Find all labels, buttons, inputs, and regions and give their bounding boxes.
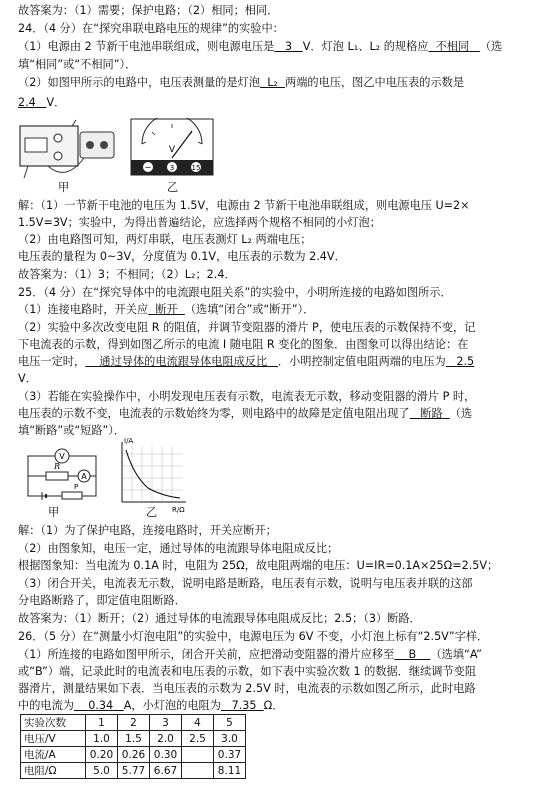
- q24-part1-tail2: （选: [479, 40, 503, 53]
- solution-25-line2: （2）由图象知，电压一定，通过导体的电流跟导体电阻成反比；: [18, 542, 339, 555]
- meter-v-symbol: V: [168, 145, 176, 155]
- table-cell: 2.0: [150, 731, 182, 747]
- q24-reading-unit: V．: [46, 96, 66, 109]
- solution-25-line1: 解：（1）为了保护电路，连接电路时，开关应断开；: [18, 524, 277, 537]
- table-header-cell: 1: [86, 715, 118, 731]
- table-cell: 0.30: [150, 747, 182, 763]
- table-cell: 0.20: [86, 747, 118, 763]
- solution-24-line4: 电压表的量程为 0~3V，分度值为 0.1V，电压表的示数为 2.4V．: [18, 250, 346, 263]
- measurement-table: [20, 714, 246, 779]
- question-25-part2-line2: 下电流表的示数，得到如图乙所示的电流 I 随电阻 R 变化的图象．由图象可以得出结论：在: [18, 338, 469, 351]
- table-cell: 5.77: [118, 763, 150, 779]
- meter-3-label: 3: [169, 164, 175, 172]
- q26-part1-tail2: A，小灯泡的电阻为: [123, 699, 221, 712]
- table-cell: 6.67: [150, 763, 182, 779]
- table-cell: 电压/V: [21, 731, 86, 747]
- question-25-part2-line3: [18, 355, 545, 369]
- q24-answer-reading-line: [18, 96, 545, 110]
- table-cell: [182, 763, 214, 779]
- graph-x-axis-label: R/Ω: [172, 506, 185, 514]
- meter-15-label: 15: [191, 164, 201, 172]
- q25-part2-tail: ．小明控制定值电阻两端的电压为: [277, 355, 446, 368]
- q24-answer-reading: 2.4: [18, 96, 36, 109]
- q25-part1-tail: （选填“闭合”或“断开”）．: [184, 303, 315, 316]
- figure-24-yi-label: 乙: [167, 181, 179, 194]
- figure-25-circuit: [18, 442, 104, 504]
- q24-part2-text: （2）如图甲所示的电路中，电压表测量的是灯泡: [18, 76, 261, 89]
- figure-25-graph: [108, 436, 194, 516]
- solution-25-line5: 分电路断路了，即定值电阻断路．: [18, 594, 186, 607]
- q26-part1-tail: （选填“A”: [430, 648, 482, 661]
- q24-part1-tail: V．灯泡 L₁、L₂ 的规格应: [302, 40, 429, 53]
- q24-answer-voltage: 3: [284, 40, 293, 53]
- figure-24-circuit-board: [18, 118, 118, 190]
- q25-answer-switch: 断开: [155, 303, 178, 316]
- table-cell: 1.5: [118, 731, 150, 747]
- circuit-r-label: R: [53, 462, 61, 471]
- question-25-part3-line2: [18, 407, 545, 421]
- q25-answer-conclusion: 通过导体的电流跟导体电阻成反比: [99, 355, 268, 368]
- solution-24-line2: 1.5V=3V；实验中，为得出普遍结论，应选择两个规格不相同的小灯泡；: [18, 216, 381, 229]
- circuit-voltmeter-symbol: V: [59, 452, 65, 461]
- table-header-cell: 实验次数: [21, 715, 86, 731]
- q24-part1-tail3: 填“相同”或“不相同”）．: [18, 58, 137, 71]
- table-cell: 电阻/Ω: [21, 763, 86, 779]
- q24-answer-bulb: L₂: [267, 76, 278, 89]
- question-25-part3-line3: 填“断路”或“短路”）．: [18, 424, 126, 437]
- q24-part1-text: （1）电源由 2 节新干电池串联组成，则电源电压是: [18, 40, 275, 53]
- question-26-part1-line2: 或“B”）端，记录此时的电流表和电压表的示数，如下表中实验次数 1 的数据．继续调节变阻: [18, 665, 477, 678]
- table-cell: 电流/A: [21, 747, 86, 763]
- q24-answer-spec: 不相同: [435, 40, 470, 53]
- question-24-part1: [18, 40, 545, 54]
- question-24-title: 24．（4 分）在“探究串联电路电压的规律”的实验中：: [18, 22, 284, 35]
- table-cell: [182, 747, 214, 763]
- table-cell: 5.0: [86, 763, 118, 779]
- question-25-title: 25．（4 分）在“探究导体中的电流跟电阻关系”的实验中，小明所连接的电路如图所示．: [18, 286, 452, 299]
- q26-part1-current-text: 中的电流为: [18, 699, 74, 712]
- q24-part2-tail: 两端的电压，图乙中电压表的示数是: [285, 76, 465, 89]
- question-25-part3-line1: （3）若能在实验操作中，小明发现电压表有示数，电流表无示数，移动变阻器的滑片 P 时，: [18, 390, 476, 403]
- table-cell: 2.5: [182, 731, 214, 747]
- table-row: [21, 763, 246, 779]
- table-header-cell: 2: [118, 715, 150, 731]
- table-cell: 8.11: [214, 763, 246, 779]
- solution-24-line3: （2）由电路图可知，两灯串联，电压表测灯 L₂ 两端电压；: [18, 233, 312, 246]
- meter-minus-label: −: [144, 163, 152, 172]
- table-cell: 0.37: [214, 747, 246, 763]
- q25-part2-text: 电压一定时，: [18, 355, 86, 368]
- q25-part3-text: 电压表的示数不变，电流表的示数始终为零，则电路中的故障是定值电阻出现了: [18, 407, 410, 420]
- q25-voltage-unit: V．: [18, 372, 37, 385]
- q26-answer-resistance: 7.35: [231, 699, 257, 712]
- solution-25-line4: （3）闭合开关，电流表无示数，说明电路是断路，电压表有示数，说明与电压表并联的这部: [18, 577, 473, 590]
- figure-25-yi-label: 乙: [146, 506, 158, 519]
- table-header-row: [21, 715, 246, 731]
- table-cell: 3.0: [214, 731, 246, 747]
- question-25-part1: [18, 303, 545, 317]
- q26-answer-end: B: [408, 648, 417, 661]
- q25-answer-fault: 断路: [420, 407, 443, 420]
- answer-25: 故答案为：（1）断开；（2）通过导体的电流跟导体电阻成反比；2.5；（3）断路．: [18, 612, 421, 625]
- table-row: [21, 747, 246, 763]
- graph-y-axis-label: I/A: [124, 437, 134, 445]
- q25-part1-text: （1）连接电路时，开关应: [18, 303, 149, 316]
- question-25-part2-line1: （2）实验中多次改变电阻 R 的阻值，并调节变阻器的滑片 P，使电压表的示数保持不变，记: [18, 321, 476, 334]
- question-26-part1-line3: 器滑片，测量结果如下表．当电压表的示数为 2.5V 时，电流表的示数如图乙所示，此时电路: [18, 682, 476, 695]
- answer-line-23: 故答案为：（1）需要；保护电路；（2）相同；相同．: [18, 4, 279, 17]
- solution-25-line3: 根据图象知：当电流为 0.1A 时，电阻为 25Ω，故电阻两端的电压：U=IR=0.1A×25Ω=2.5V；: [18, 559, 499, 572]
- q26-part1-text: （1）所连接的电路如图甲所示，闭合开关前，应把滑动变阻器的滑片应移至: [18, 648, 395, 661]
- table-row: [21, 731, 246, 747]
- table-cell: 0.26: [118, 747, 150, 763]
- answer-24: 故答案为：（1）3；不相同；（2）L₂；2.4．: [18, 268, 236, 281]
- table-cell: 1.0: [86, 731, 118, 747]
- figure-24-voltmeter: [130, 118, 214, 176]
- question-24-part2: [18, 76, 545, 90]
- circuit-p-label: P: [74, 483, 79, 491]
- q25-answer-voltage: 2.5: [456, 355, 475, 368]
- q26-answer-current: 0.34: [88, 699, 114, 712]
- circuit-ammeter-symbol: A: [81, 472, 87, 481]
- question-26-part1-line4: [18, 699, 545, 713]
- figure-25-jia-label: 甲: [48, 506, 60, 519]
- q25-part3-tail: （选: [449, 407, 473, 420]
- solution-24-line1: 解：（1）一节新干电池的电压为 1.5V，电源由 2 节新干电池串联组成，则电源电压 U=2×: [18, 199, 470, 212]
- table-header-cell: 4: [182, 715, 214, 731]
- figure-24-jia-label: 甲: [58, 181, 70, 194]
- question-26-title: 26．（5 分）在“测量小灯泡电阻”的实验中，电源电压为 6V 不变，小灯泡上标有“2.5V”字样．: [18, 630, 489, 643]
- question-26-part1-line1: [18, 648, 545, 662]
- table-header-cell: 5: [214, 715, 246, 731]
- table-header-cell: 3: [150, 715, 182, 731]
- q26-part1-tail3: Ω．: [263, 699, 284, 712]
